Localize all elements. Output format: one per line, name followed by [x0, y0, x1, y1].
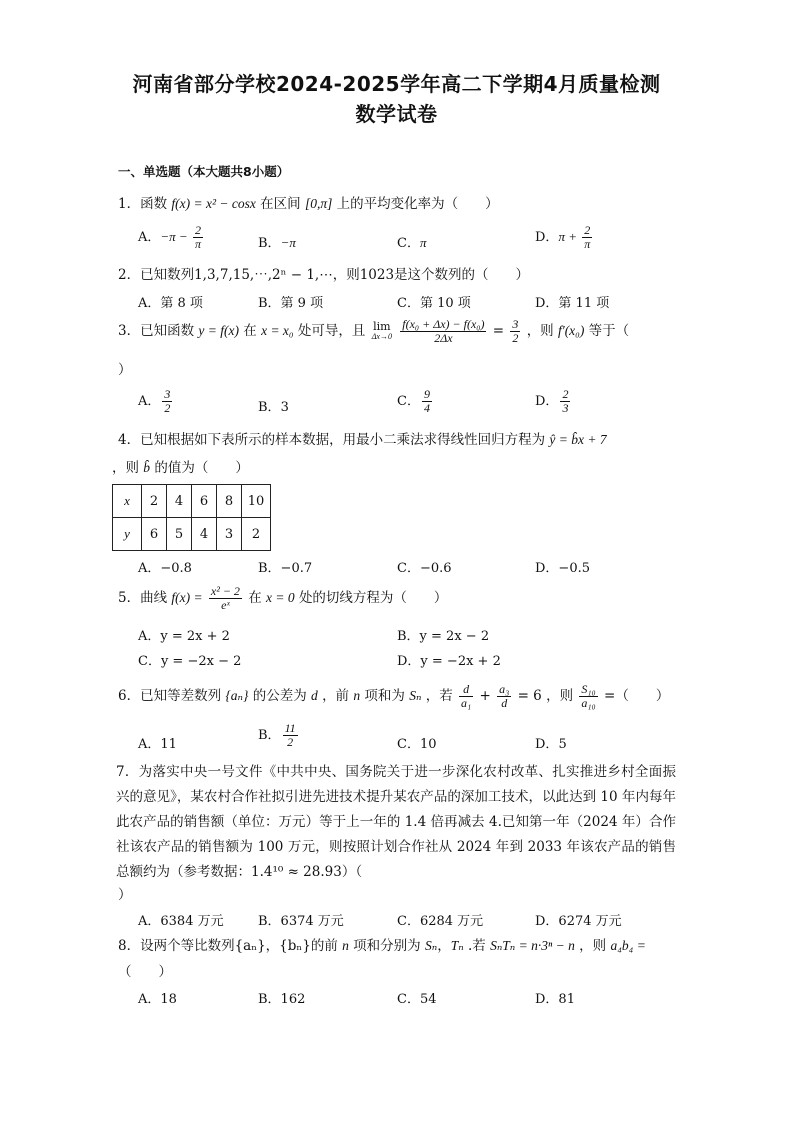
q4-option-c: C．−0.6: [397, 561, 452, 576]
q5-option-b: B．y = 2x − 2: [397, 629, 490, 644]
q2-option-b: B．第 9 项: [258, 296, 324, 311]
q1-interval: [0,π]: [304, 196, 333, 211]
table-cell: 2: [142, 485, 167, 518]
q3-option-d: D． $\frac{2}{3}$: [535, 387, 569, 416]
question-6-stem: 6．已知等差数列 {aₙ} 的公差为 d ，前 n 项和为 Sₙ ，若 $\frac{d}{\text{a₁}}$ + $\frac{\text{a₃}}{d}$ = 6 ，则 $\frac{\text{S₁₀}}{\text{a₁₀}}$ =（ ）: [118, 682, 670, 711]
q4-option-b: B．−0.7: [258, 561, 313, 576]
q4-option-a: A．−0.8: [138, 561, 192, 576]
question-8-stem: 8．设两个等比数列{aₙ}，{bₙ}的前 n 项和分别为 Sₙ，Tₙ .若 SₙTₙ = n·3ⁿ − n ，则 a₄b₄ =: [118, 938, 646, 954]
question-5-stem: 5．曲线 f(x) = $\frac{\text{x² − 2}}{\text{eˣ}}$ 在 x = 0 处的切线方程为（ ）: [118, 584, 448, 613]
page-title: 河南省部分学校2024-2025学年高二下学期4月质量检测: [132, 72, 661, 96]
q5-option-c: C．y = −2x − 2: [138, 654, 242, 669]
q1-option-c: C．π: [397, 235, 427, 251]
q2-option-a: A．第 8 项: [138, 296, 203, 311]
table-cell: y: [113, 518, 142, 551]
question-7-close: ）: [118, 887, 132, 903]
q1-option-a: A．−π − $\frac{2}{\pi}$: [138, 223, 201, 252]
q7-option-b: B．6374 万元: [258, 914, 344, 929]
q4-sample-table: [112, 484, 271, 551]
question-4-stem-2: ，则 b̂ 的值为（ ）: [112, 460, 249, 476]
table-cell: 2: [242, 518, 271, 551]
q8-option-a: A．18: [138, 992, 177, 1007]
q7-option-d: D．6274 万元: [535, 914, 622, 929]
question-3-close: ）: [118, 362, 132, 378]
q2-option-c: C．第 10 项: [397, 296, 471, 311]
q1-option-b: B．−π: [258, 235, 296, 251]
q4-option-d: D．−0.5: [535, 561, 590, 576]
q1-function: f(x) = x² − cosx: [171, 196, 256, 211]
table-cell: 8: [217, 485, 242, 518]
question-3-stem: 3．已知函数 y = f(x) 在 x = x₀ 处可导，且 lim Δx→0 $\frac{\text{f(x₀ + Δx) − f(x₀)}}{2\Delta x}$ = $\frac{3}{2}$ ，则 f′(x₀) 等于（: [118, 317, 630, 346]
q7-option-c: C．6284 万元: [397, 914, 484, 929]
question-4-stem: 4．已知根据如下表所示的样本数据，用最小二乘法求得线性回归方程为 ŷ = b̂x + 7: [118, 432, 607, 448]
question-8-paren: （ ）: [118, 964, 172, 980]
q5-option-a: A．y = 2x + 2: [138, 629, 230, 644]
q7-option-a: A．6384 万元: [138, 914, 224, 929]
section-heading: 一、单选题（本大题共8小题）: [118, 164, 290, 179]
q3-option-c: C． $\frac{9}{4}$: [397, 387, 430, 416]
q2-option-d: D．第 11 项: [535, 296, 610, 311]
page-subtitle: 数学试卷: [355, 102, 438, 126]
table-cell: 6: [142, 518, 167, 551]
question-7-stem: 7．为落实中央一号文件《中共中央、国务院关于进一步深化农村改革、扎实推进乡村全面振兴的意见》，某农村合作社拟引进先进技术提升某农产品的深加工技术，以此达到 10 年内每年此农产品的销售额（单位：万元）等于上一年的 1.4 倍再减去 4.已知第一年（2024 年）合作社该农产品的销售额为 100 万元，则按照计划合作社从 2024 年到 2033 年该农产品的销售总额约为（参考数据：1.4¹⁰ ≈ 28.93）（: [116, 764, 676, 880]
table-cell: x: [113, 485, 142, 518]
question-1-stem: 1．函数 f(x) = x² − cosx 在区间 [0,π] 上的平均变化率为（ ）: [118, 196, 499, 212]
q8-option-d: D．81: [535, 992, 575, 1007]
table-cell: 5: [167, 518, 192, 551]
q1-option-d: D．π + $\frac{2}{\pi}$: [535, 223, 591, 252]
q6-option-c: C．10: [397, 737, 437, 752]
q6-option-d: D．5: [535, 737, 567, 752]
q6-option-a: A．11: [138, 737, 177, 752]
table-row: [113, 485, 271, 518]
q8-option-c: C．54: [397, 992, 437, 1007]
table-cell: 10: [242, 485, 271, 518]
table-row: [113, 518, 271, 551]
q3-option-a: A． $\frac{3}{2}$: [138, 387, 171, 416]
table-cell: 4: [167, 485, 192, 518]
question-2-stem: 2．已知数列1,3,7,15,⋯,2ⁿ − 1,⋯，则1023是这个数列的（ ）: [118, 267, 530, 283]
table-cell: 6: [192, 485, 217, 518]
table-cell: 4: [192, 518, 217, 551]
q5-option-d: D．y = −2x + 2: [397, 654, 501, 669]
q3-option-b: B．3: [258, 400, 289, 415]
q6-option-b: B． $\frac{11}{2}$: [258, 721, 296, 750]
table-cell: 3: [217, 518, 242, 551]
q8-option-b: B．162: [258, 992, 306, 1007]
